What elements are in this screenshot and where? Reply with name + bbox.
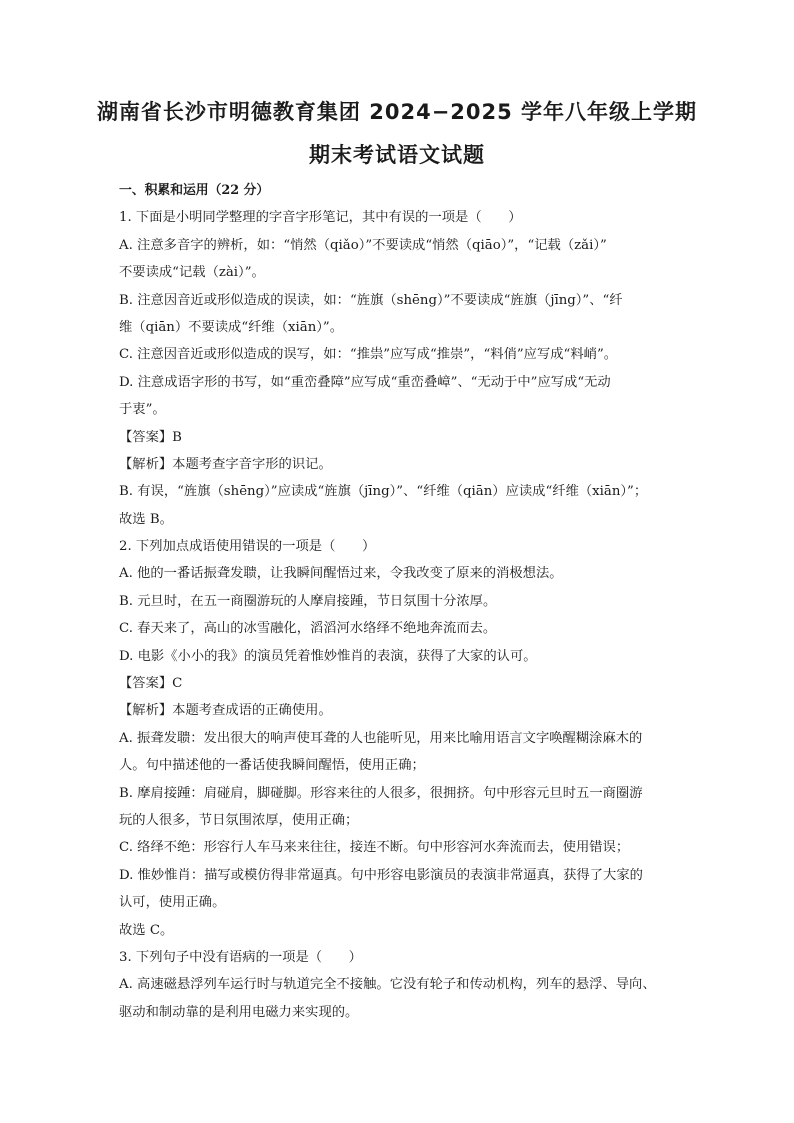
document-title-line1: 湖南省长沙市明德教育集团 2024−2025 学年八年级上学期 <box>96 100 698 124</box>
question-2-option-a: A. 他的一番话振聋发聩，让我瞬间醒悟过来，令我改变了原来的消极想法。 <box>119 566 563 582</box>
question-2-option-d: D. 电影《小小的我》的演员凭着惟妙惟肖的表演，获得了大家的认可。 <box>119 648 537 664</box>
document-body <box>119 177 693 1026</box>
question-2-analysis-b-cont: 玩的人很多，节日氛围浓厚，使用正确； <box>119 812 359 828</box>
question-2-analysis-c: C. 络绎不绝：形容行人车马来来往往，接连不断。句中形容河水奔流而去，使用错误； <box>119 840 630 856</box>
question-2-conclusion: 故选 C。 <box>119 922 174 938</box>
question-3-option-a-cont: 驱动和制动靠的是利用电磁力来实现的。 <box>119 1004 359 1020</box>
question-1-option-b: B. 注意因音近或形似造成的误读，如：“旌旗（shēng）”不要读成“旌旗（jīng）”、“纤 <box>119 292 623 308</box>
question-2-analysis-a: A. 振聋发聩：发出很大的响声使耳聋的人也能听见，用来比喻用语言文字唤醒糊涂麻木的 <box>119 730 643 746</box>
question-2-analysis-a-cont: 人。句中描述他的一番话使我瞬间醒悟，使用正确； <box>119 758 425 774</box>
question-1-option-d-cont: 于衷”。 <box>119 402 166 418</box>
question-1-option-a: A. 注意多音字的辨析，如：“悄然（qiǎo）”不要读成“悄然（qiāo）”，“记载（zǎi）” <box>119 237 607 253</box>
question-2-option-b: B. 元旦时，在五一商圈游玩的人摩肩接踵，节日氛围十分浓厚。 <box>119 593 497 609</box>
document-title-line2: 期末考试语文试题 <box>309 143 485 167</box>
question-1-analysis-detail: B. 有误，“旌旗（shēng）”应读成“旌旗（jīng）”、“纤维（qiān）应读成“纤维（xiān）”； <box>119 484 648 500</box>
question-2-analysis: 【解析】本题考查成语的正确使用。 <box>119 703 332 719</box>
question-1-option-c: C. 注意因音近或形似造成的误写，如：“推祟”应写成“推崇”，“料俏”应写成“料峭”。 <box>119 347 618 363</box>
question-2-analysis-d: D. 惟妙惟肖：描写或模仿得非常逼真。句中形容电影演员的表演非常逼真，获得了大家的 <box>119 867 643 883</box>
question-2-analysis-d-cont: 认可，使用正确。 <box>119 895 226 911</box>
question-3-option-a: A. 高速磁悬浮列车运行时与轨道完全不接触。它没有轮子和传动机构，列车的悬浮、导向、 <box>119 977 656 993</box>
question-1-conclusion: 故选 B。 <box>119 511 173 527</box>
question-2-option-c: C. 春天来了，高山的冰雪融化，滔滔河水络绎不绝地奔流而去。 <box>119 621 497 637</box>
question-2-stem: 2. 下列加点成语使用错误的一项是（ ） <box>119 539 376 555</box>
question-1-answer: 【答案】B <box>119 429 182 445</box>
question-2-analysis-b: B. 摩肩接踵：肩碰肩，脚碰脚。形容来往的人很多，很拥挤。句中形容元旦时五一商圈游 <box>119 785 643 801</box>
question-1-option-a-cont: 不要读成“记载（zài）”。 <box>119 265 265 281</box>
question-1-stem: 1. 下面是小明同学整理的字音字形笔记，其中有误的一项是（ ） <box>119 210 522 226</box>
section-heading: 一、积累和运用（22 分） <box>119 183 270 198</box>
question-1-analysis: 【解析】本题考查字音字形的识记。 <box>119 456 332 472</box>
question-3-stem: 3. 下列句子中没有语病的一项是（ ） <box>119 949 362 965</box>
question-2-answer: 【答案】C <box>119 676 183 692</box>
question-1-option-b-cont: 维（qiān）不要读成“纤维（xiān）”。 <box>119 319 344 335</box>
question-1-option-d: D. 注意成语字形的书写，如“重峦叠障”应写成“重峦叠嶂”、“无动于中”应写成“无动 <box>119 374 611 390</box>
